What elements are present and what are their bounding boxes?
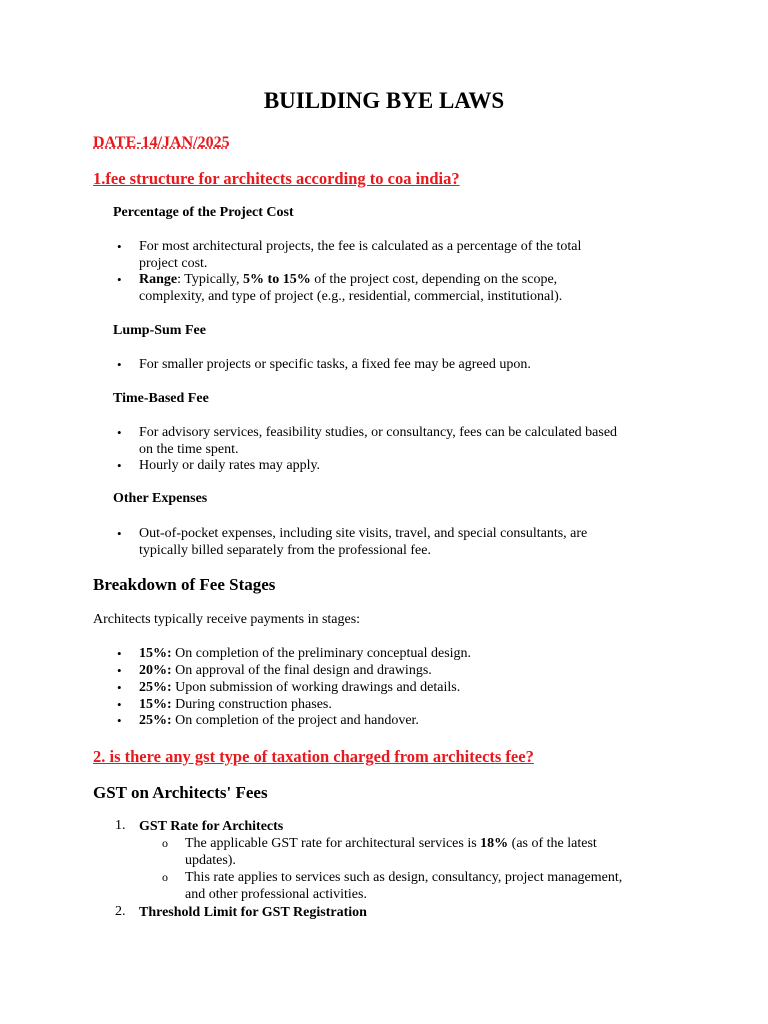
subheading-other-expenses: Other Expenses bbox=[113, 491, 208, 506]
list-number: 2. bbox=[115, 904, 126, 919]
list-item: 20%: On approval of the final design and drawings. bbox=[139, 663, 432, 678]
subheading-time-based: Time-Based Fee bbox=[113, 391, 209, 406]
date-line: DATE-14/JAN/2025 bbox=[93, 134, 230, 151]
numbered-item-title: Threshold Limit for GST Registration bbox=[139, 905, 367, 920]
question-2-heading: 2. is there any gst type of taxation charged from architects fee? bbox=[93, 747, 534, 766]
section-heading-gst: GST on Architects' Fees bbox=[93, 783, 268, 802]
bullet-icon: • bbox=[117, 425, 122, 440]
question-1-heading: 1.fee structure for architects according to coa india? bbox=[93, 169, 460, 188]
list-item: 25%: Upon submission of working drawings and details. bbox=[139, 680, 461, 695]
list-item: Out-of-pocket expenses, including site visits, travel, and special consultants, are typically billed separately from the professional fee. bbox=[139, 526, 588, 558]
list-number: 1. bbox=[115, 818, 126, 833]
bullet-icon: • bbox=[117, 697, 122, 712]
section-heading-fee-stages: Breakdown of Fee Stages bbox=[93, 575, 276, 594]
subheading-lump-sum: Lump-Sum Fee bbox=[113, 323, 206, 338]
list-item: For smaller projects or specific tasks, a fixed fee may be agreed upon. bbox=[139, 357, 531, 372]
bullet-icon: • bbox=[117, 272, 122, 287]
fee-stages-intro: Architects typically receive payments in stages: bbox=[93, 612, 361, 627]
bullet-icon: • bbox=[117, 663, 122, 678]
list-item: 25%: On completion of the project and handover. bbox=[139, 713, 419, 728]
bullet-icon: • bbox=[117, 458, 122, 473]
bullet-icon: • bbox=[117, 713, 122, 728]
bullet-icon: • bbox=[117, 646, 122, 661]
list-item: 15%: On completion of the preliminary conceptual design. bbox=[139, 646, 472, 661]
list-item: For advisory services, feasibility studies, or consultancy, fees can be calculated based on the time spent. bbox=[139, 425, 618, 457]
list-item: The applicable GST rate for architectural services is 18% (as of the latest updates). bbox=[185, 836, 597, 868]
bullet-icon: • bbox=[117, 239, 122, 254]
list-item: Range: Typically, 5% to 15% of the project cost, depending on the scope, complexity, and type of project (e.g., residential, commercial, institutional). bbox=[139, 272, 563, 304]
list-item: 15%: During construction phases. bbox=[139, 697, 332, 712]
circle-bullet-icon: o bbox=[162, 836, 168, 850]
page-title: BUILDING BYE LAWS bbox=[263, 88, 505, 113]
circle-bullet-icon: o bbox=[162, 870, 168, 884]
bullet-icon: • bbox=[117, 680, 122, 695]
list-item: This rate applies to services such as design, consultancy, project management, and other professional activities. bbox=[185, 870, 623, 902]
bullet-icon: • bbox=[117, 357, 122, 372]
list-item: For most architectural projects, the fee is calculated as a percentage of the total project cost. bbox=[139, 239, 582, 271]
subheading-percentage: Percentage of the Project Cost bbox=[113, 205, 294, 220]
bullet-icon: • bbox=[117, 526, 122, 541]
list-item: Hourly or daily rates may apply. bbox=[139, 458, 321, 473]
numbered-item-title: GST Rate for Architects bbox=[139, 819, 284, 834]
